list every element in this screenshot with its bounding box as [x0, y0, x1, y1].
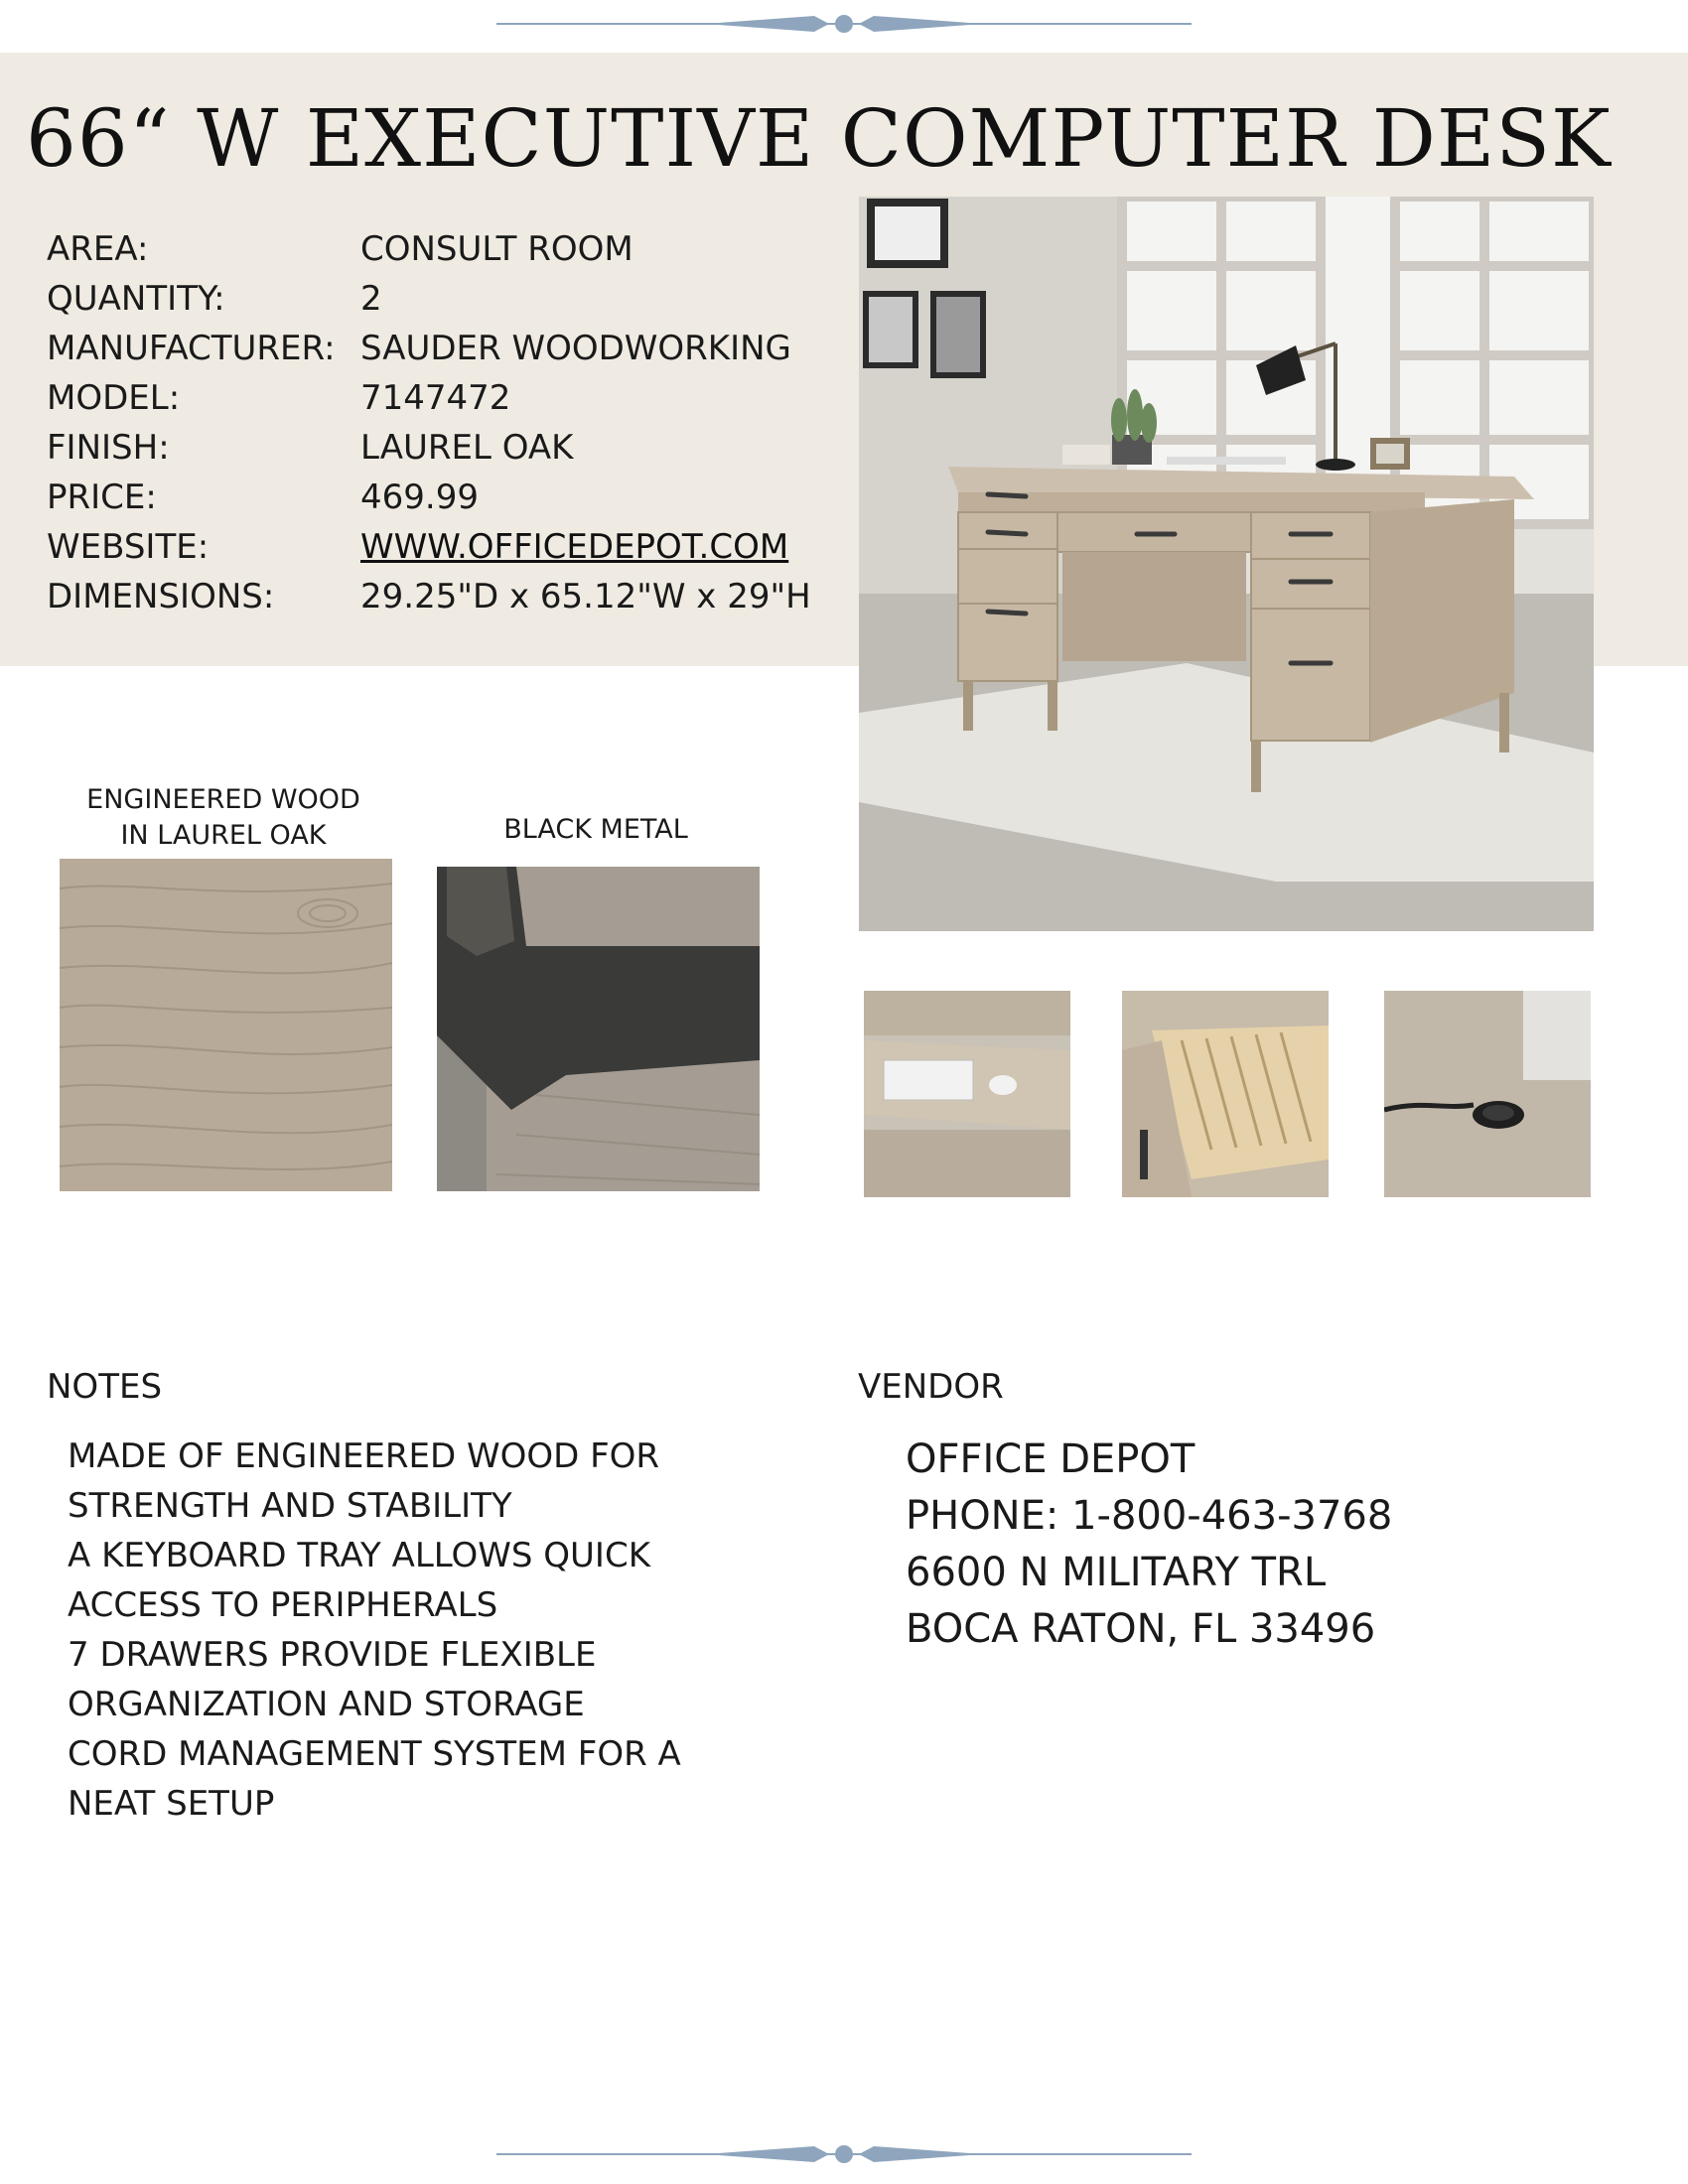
notes-line: CORD MANAGEMENT SYSTEM FOR A [68, 1734, 681, 1774]
vendor-contact [906, 1432, 1392, 1658]
spec-row-quantity [47, 274, 811, 324]
notes-line: ACCESS TO PERIPHERALS [68, 1585, 498, 1625]
spec-row-manufacturer [47, 324, 811, 373]
vendor-phone: PHONE: 1-800-463-3768 [906, 1493, 1393, 1539]
cord-grommet-thumbnail [1384, 991, 1591, 1197]
notes-heading: NOTES [47, 1367, 163, 1407]
notes-line: STRENGTH AND STABILITY [68, 1486, 512, 1526]
spec-row-dimensions [47, 572, 811, 621]
vendor-name: OFFICE DEPOT [906, 1436, 1196, 1482]
spec-label: MANUFACTURER: [47, 329, 336, 368]
cord-grommet-image [1384, 991, 1591, 1197]
desk-room-illustration [859, 197, 1594, 931]
file-drawer-thumbnail [1122, 991, 1329, 1197]
vendor-address-line1: 6600 N MILITARY TRL [906, 1550, 1327, 1595]
wood-swatch [60, 859, 392, 1191]
black-metal-texture [437, 867, 760, 1191]
vendor-address-line2: BOCA RATON, FL 33496 [906, 1606, 1376, 1652]
wood-swatch-caption [60, 782, 387, 854]
metal-swatch-caption: BLACK METAL [503, 814, 688, 845]
spec-value: 2 [360, 279, 382, 319]
spec-label: PRICE: [47, 478, 157, 517]
notes-line: 7 DRAWERS PROVIDE FLEXIBLE [68, 1635, 597, 1675]
spec-value: 29.25"D x 65.12"W x 29"H [360, 577, 811, 616]
top-divider-ornament [496, 12, 1192, 36]
spec-row-price [47, 473, 811, 522]
spec-row-finish [47, 423, 811, 473]
vendor-heading: VENDOR [858, 1367, 1004, 1407]
spec-row-website [47, 522, 811, 572]
file-drawer-image [1122, 991, 1329, 1197]
keyboard-tray-thumbnail [864, 991, 1070, 1197]
spec-row-area [47, 224, 811, 274]
notes-line: ORGANIZATION AND STORAGE [68, 1685, 585, 1724]
wood-swatch-caption-line2: IN LAUREL OAK [120, 820, 327, 851]
spec-value: SAUDER WOODWORKING [360, 329, 791, 368]
spec-label: QUANTITY: [47, 279, 225, 319]
spec-row-model [47, 373, 811, 423]
notes-list [68, 1432, 753, 1829]
spec-label: DIMENSIONS: [47, 577, 275, 616]
spec-list [47, 224, 811, 621]
spec-value: 469.99 [360, 478, 479, 517]
metal-swatch [437, 867, 760, 1191]
bottom-divider-ornament [496, 2142, 1192, 2166]
spec-label: WEBSITE: [47, 527, 210, 567]
spec-value: LAUREL OAK [360, 428, 574, 468]
spec-label: AREA: [47, 229, 149, 269]
spec-value: CONSULT ROOM [360, 229, 633, 269]
spec-label: FINISH: [47, 428, 170, 468]
spec-value: 7147472 [360, 378, 511, 418]
notes-line: NEAT SETUP [68, 1784, 275, 1824]
wood-grain-texture [60, 859, 392, 1191]
spec-label: MODEL: [47, 378, 181, 418]
notes-line: A KEYBOARD TRAY ALLOWS QUICK [68, 1536, 650, 1575]
wood-swatch-caption-line1: ENGINEERED WOOD [86, 784, 360, 815]
product-hero-image [859, 197, 1594, 931]
notes-line: MADE OF ENGINEERED WOOD FOR [68, 1436, 660, 1476]
keyboard-tray-image [864, 991, 1070, 1197]
website-link[interactable]: WWW.OFFICEDEPOT.COM [360, 527, 789, 567]
spec-value [360, 522, 788, 572]
page-title: 66“ W EXECUTIVE COMPUTER DESK [26, 92, 1612, 185]
